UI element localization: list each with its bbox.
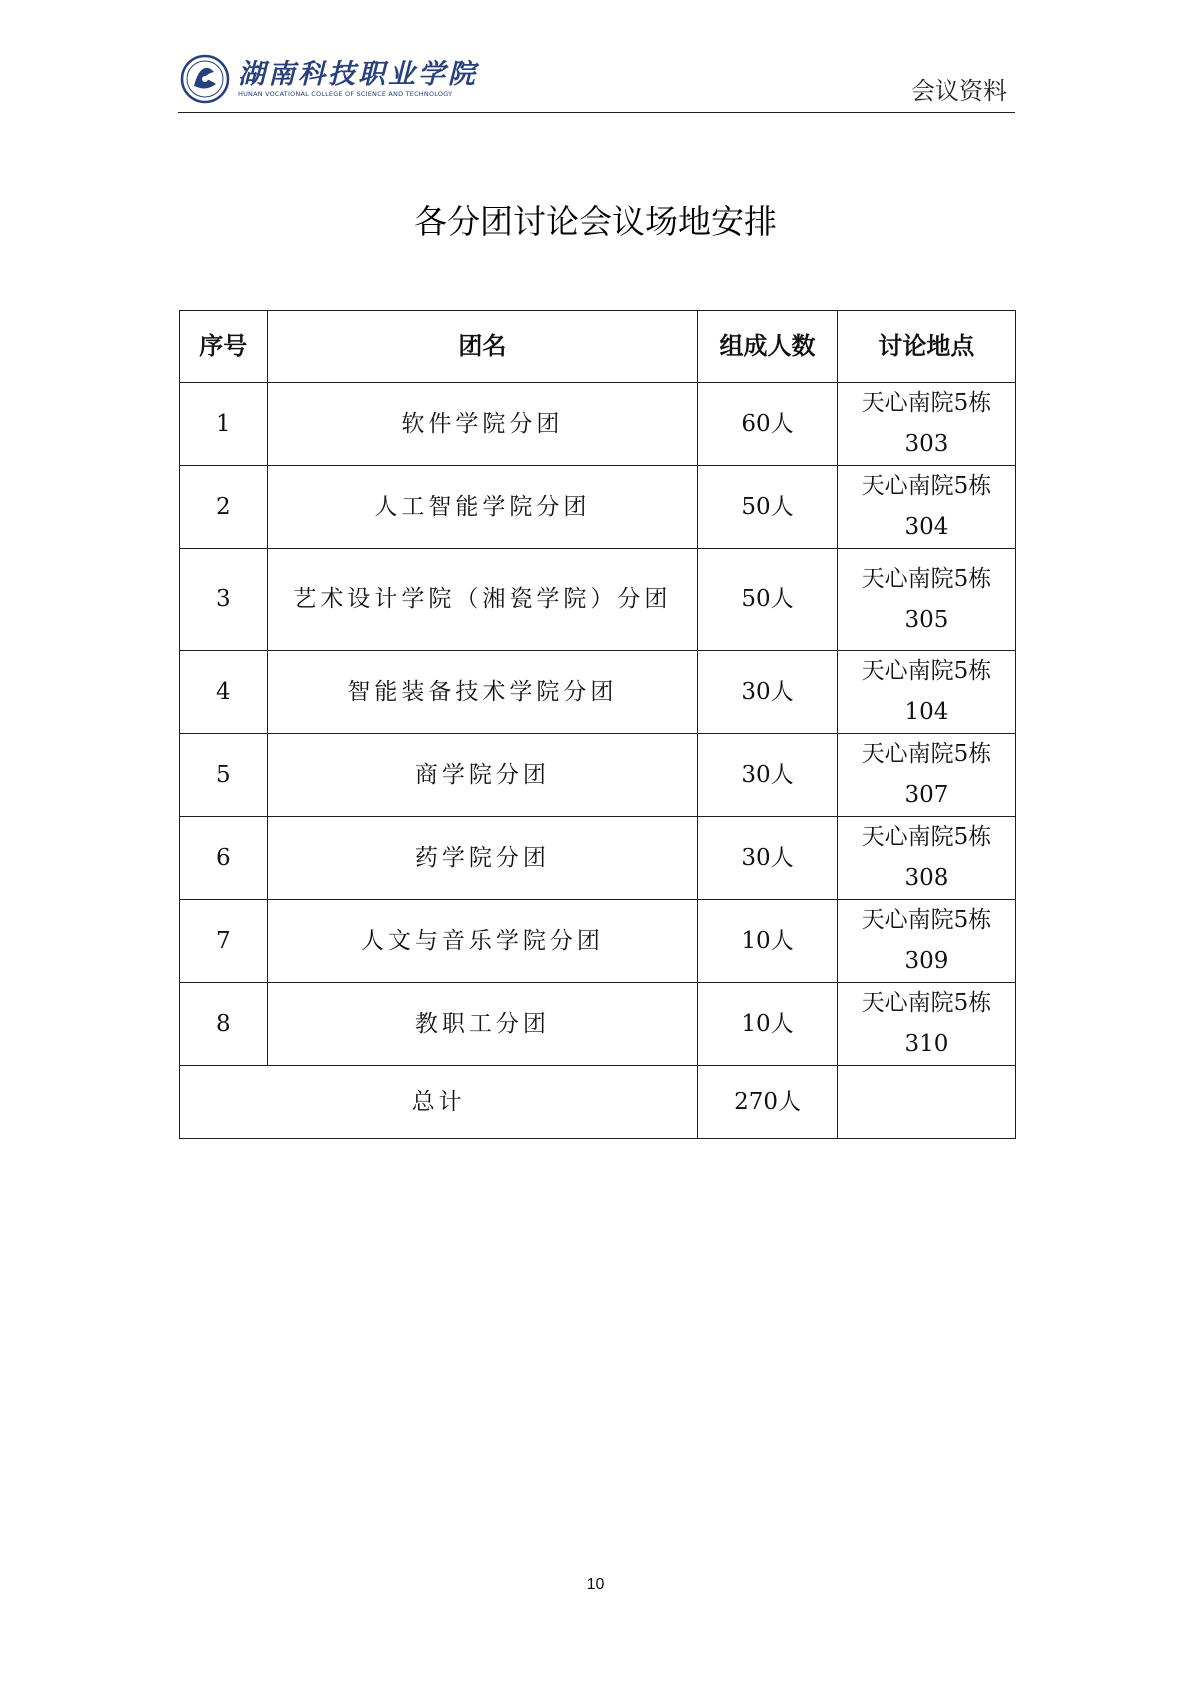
row-count: 30人 [698,817,838,900]
row-team: 人工智能学院分团 [267,466,698,549]
page-title: 各分团讨论会议场地安排 [414,202,777,241]
header-team: 团名 [267,311,698,383]
row-location [837,651,1015,734]
row-team: 人文与音乐学院分团 [267,900,698,983]
row-count: 10人 [698,983,838,1066]
venue-schedule-table [179,310,1016,1139]
header-location: 讨论地点 [837,311,1015,383]
table-row [180,466,1016,549]
location-room: 310 [904,1031,949,1057]
row-team: 商学院分团 [267,734,698,817]
table-row [180,651,1016,734]
college-logo [180,54,478,104]
total-label: 总计 [180,1066,698,1139]
row-location [837,549,1015,651]
row-no: 8 [180,983,268,1066]
header-no: 序号 [180,311,268,383]
location-building: 天心南院5栋 [861,824,992,850]
row-count: 30人 [698,651,838,734]
logo-text [238,60,478,99]
college-emblem-icon [180,54,230,104]
row-location [837,466,1015,549]
row-count: 50人 [698,466,838,549]
table-row [180,817,1016,900]
total-location [837,1066,1015,1139]
row-count: 30人 [698,734,838,817]
location-room: 303 [904,431,949,457]
row-no: 2 [180,466,268,549]
page-header [178,50,1015,113]
page-number: 10 [586,1576,605,1593]
table-row [180,549,1016,651]
location-room: 308 [904,865,949,891]
row-no: 5 [180,734,268,817]
total-count: 270人 [698,1066,838,1139]
row-team: 智能装备技术学院分团 [267,651,698,734]
row-team: 药学院分团 [267,817,698,900]
table-row [180,900,1016,983]
row-no: 7 [180,900,268,983]
row-no: 3 [180,549,268,651]
row-location [837,817,1015,900]
location-building: 天心南院5栋 [861,658,992,684]
row-team: 教职工分团 [267,983,698,1066]
row-count: 50人 [698,549,838,651]
table-row [180,734,1016,817]
table-row [180,983,1016,1066]
total-row [180,1066,1016,1139]
location-building: 天心南院5栋 [861,741,992,767]
location-building: 天心南院5栋 [861,990,992,1016]
table-header-row [180,311,1016,383]
location-building: 天心南院5栋 [861,473,992,499]
row-no: 6 [180,817,268,900]
location-room: 305 [904,606,949,633]
location-room: 309 [904,948,949,974]
row-location [837,734,1015,817]
row-no: 4 [180,651,268,734]
row-no: 1 [180,383,268,466]
document-label: 会议资料 [911,77,1007,105]
location-building: 天心南院5栋 [861,565,992,592]
row-location [837,900,1015,983]
location-room: 307 [904,782,949,808]
location-room: 304 [904,514,949,540]
row-location [837,383,1015,466]
table-row [180,383,1016,466]
row-location [837,983,1015,1066]
row-team: 艺术设计学院（湘瓷学院）分团 [267,549,698,651]
location-building: 天心南院5栋 [861,390,992,416]
logo-english-name: HUNAN VOCATIONAL COLLEGE OF SCIENCE AND TECHNOLOGY [238,89,453,98]
location-building: 天心南院5栋 [861,907,992,933]
location-room: 104 [904,699,949,725]
row-team: 软件学院分团 [267,383,698,466]
header-count: 组成人数 [698,311,838,383]
logo-chinese-name: 湖南科技职业学院 [238,58,478,90]
row-count: 60人 [698,383,838,466]
row-count: 10人 [698,900,838,983]
